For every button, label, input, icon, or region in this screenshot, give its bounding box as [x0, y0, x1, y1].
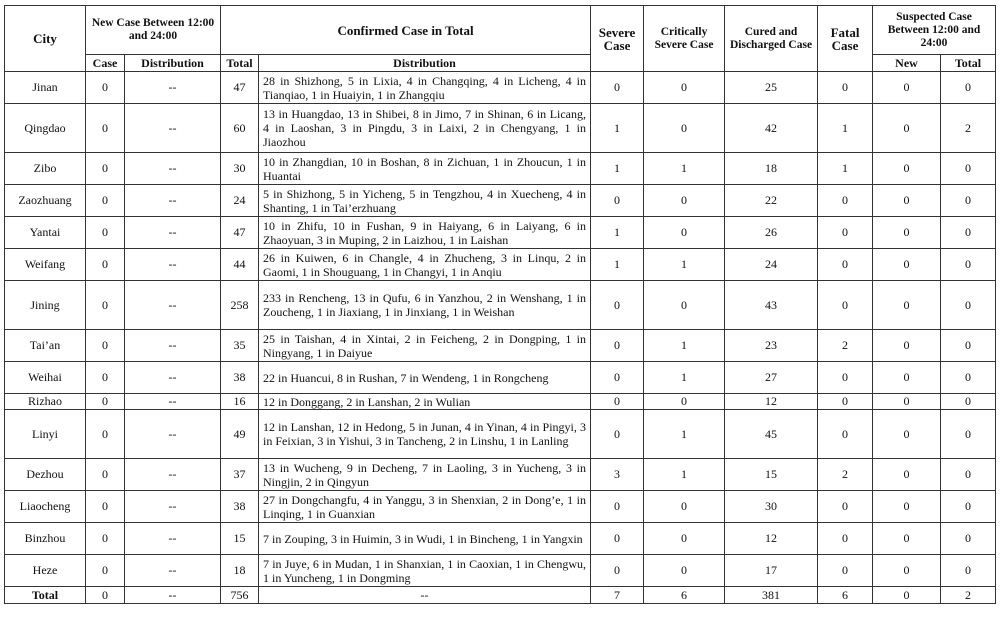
- distribution-cell: 10 in Zhangdian, 10 in Boshan, 8 in Zichuan, 1 in Zhoucun, 1 in Huantai: [259, 153, 591, 185]
- critical-cell: 0: [644, 185, 725, 217]
- suspected-new-cell: 0: [873, 555, 941, 587]
- suspected-total-cell: 0: [941, 217, 996, 249]
- critical-cell: 0: [644, 555, 725, 587]
- distribution-cell: 12 in Lanshan, 12 in Hedong, 5 in Junan, 4 in Yinan, 4 in Pingyi, 3 in Feixian, 3 in Yishui, 3 in Tancheng, 2 in Linshu, 1 in Lanling: [259, 410, 591, 459]
- city-cell: Linyi: [5, 410, 86, 459]
- suspected-total-cell: 0: [941, 362, 996, 394]
- distribution-cell: 233 in Rencheng, 13 in Qufu, 6 in Yanzhou, 2 in Wenshang, 1 in Zoucheng, 1 in Jiaxiang, 1 in Jinxiang, 1 in Weishan: [259, 281, 591, 330]
- severe-cell: 0: [591, 555, 644, 587]
- total-new-case-cell: 0: [86, 587, 125, 604]
- cured-cell: 23: [725, 330, 818, 362]
- total-cell: 37: [221, 459, 259, 491]
- fatal-cell: 2: [818, 459, 873, 491]
- suspected-total-cell: 0: [941, 555, 996, 587]
- total-row: [5, 587, 996, 604]
- table-row: [5, 330, 996, 362]
- new-distribution-cell: --: [125, 281, 221, 330]
- total-cell: 49: [221, 410, 259, 459]
- severe-cell: 1: [591, 104, 644, 153]
- new-distribution-cell: --: [125, 491, 221, 523]
- table-row: [5, 394, 996, 410]
- total-new-distribution-cell: --: [125, 587, 221, 604]
- header-confirmed-group: Confirmed Case in Total: [221, 6, 591, 55]
- new-distribution-cell: --: [125, 185, 221, 217]
- covid-case-table: [4, 5, 996, 604]
- fatal-cell: 0: [818, 555, 873, 587]
- total-distribution-cell: --: [259, 587, 591, 604]
- table-row: [5, 153, 996, 185]
- cured-cell: 12: [725, 394, 818, 410]
- table-row: [5, 362, 996, 394]
- city-cell: Jining: [5, 281, 86, 330]
- suspected-total-cell: 0: [941, 394, 996, 410]
- table-row: [5, 410, 996, 459]
- distribution-cell: 27 in Dongchangfu, 4 in Yanggu, 3 in Shenxian, 2 in Dong’e, 1 in Linqing, 1 in Guanxian: [259, 491, 591, 523]
- severe-cell: 0: [591, 394, 644, 410]
- critical-cell: 0: [644, 281, 725, 330]
- severe-cell: 0: [591, 523, 644, 555]
- critical-cell: 1: [644, 459, 725, 491]
- fatal-cell: 1: [818, 153, 873, 185]
- total-cell: 15: [221, 523, 259, 555]
- city-cell: Yantai: [5, 217, 86, 249]
- header-city: City: [5, 6, 86, 72]
- suspected-new-cell: 0: [873, 523, 941, 555]
- fatal-cell: 0: [818, 362, 873, 394]
- new-case-cell: 0: [86, 491, 125, 523]
- cured-cell: 22: [725, 185, 818, 217]
- distribution-cell: 25 in Taishan, 4 in Xintai, 2 in Feicheng, 2 in Dongping, 1 in Ningyang, 1 in Daiyue: [259, 330, 591, 362]
- critical-cell: 0: [644, 394, 725, 410]
- suspected-total-cell: 0: [941, 459, 996, 491]
- new-distribution-cell: --: [125, 217, 221, 249]
- suspected-new-cell: 0: [873, 104, 941, 153]
- critical-cell: 0: [644, 217, 725, 249]
- new-distribution-cell: --: [125, 394, 221, 410]
- suspected-total-cell: 0: [941, 281, 996, 330]
- new-distribution-cell: --: [125, 330, 221, 362]
- city-cell: Zaozhuang: [5, 185, 86, 217]
- cured-cell: 30: [725, 491, 818, 523]
- new-case-cell: 0: [86, 330, 125, 362]
- table-row: [5, 72, 996, 104]
- new-distribution-cell: --: [125, 523, 221, 555]
- new-case-cell: 0: [86, 281, 125, 330]
- suspected-total-cell: 0: [941, 523, 996, 555]
- header-new-case-group: New Case Between 12:00 and 24:00: [86, 6, 221, 55]
- total-cell: 16: [221, 394, 259, 410]
- total-cell: 30: [221, 153, 259, 185]
- city-cell: Binzhou: [5, 523, 86, 555]
- cured-cell: 12: [725, 523, 818, 555]
- suspected-new-cell: 0: [873, 249, 941, 281]
- total-cell: 35: [221, 330, 259, 362]
- table-row: [5, 491, 996, 523]
- fatal-cell: 0: [818, 491, 873, 523]
- new-case-cell: 0: [86, 153, 125, 185]
- suspected-new-cell: 0: [873, 217, 941, 249]
- total-cell: 47: [221, 217, 259, 249]
- total-cell: 38: [221, 491, 259, 523]
- total-confirmed-cell: 756: [221, 587, 259, 604]
- suspected-total-cell: 0: [941, 153, 996, 185]
- city-cell: Dezhou: [5, 459, 86, 491]
- critical-cell: 1: [644, 249, 725, 281]
- severe-cell: 3: [591, 459, 644, 491]
- cured-cell: 27: [725, 362, 818, 394]
- table-row: [5, 104, 996, 153]
- total-suspected-new-cell: 0: [873, 587, 941, 604]
- city-cell: Zibo: [5, 153, 86, 185]
- suspected-new-cell: 0: [873, 281, 941, 330]
- distribution-cell: 5 in Shizhong, 5 in Yicheng, 5 in Tengzhou, 4 in Xuecheng, 4 in Shanting, 1 in Tai’erzhuang: [259, 185, 591, 217]
- severe-cell: 1: [591, 153, 644, 185]
- fatal-cell: 1: [818, 104, 873, 153]
- suspected-total-cell: 0: [941, 330, 996, 362]
- new-case-cell: 0: [86, 104, 125, 153]
- fatal-cell: 0: [818, 249, 873, 281]
- cured-cell: 18: [725, 153, 818, 185]
- severe-cell: 0: [591, 491, 644, 523]
- new-distribution-cell: --: [125, 72, 221, 104]
- header-sub-new: New: [873, 55, 941, 72]
- total-cell: 38: [221, 362, 259, 394]
- total-label-cell: Total: [5, 587, 86, 604]
- suspected-total-cell: 2: [941, 104, 996, 153]
- cured-cell: 45: [725, 410, 818, 459]
- suspected-new-cell: 0: [873, 330, 941, 362]
- total-suspected-total-cell: 2: [941, 587, 996, 604]
- suspected-new-cell: 0: [873, 491, 941, 523]
- distribution-cell: 22 in Huancui, 8 in Rushan, 7 in Wendeng, 1 in Rongcheng: [259, 362, 591, 394]
- table-row: [5, 459, 996, 491]
- distribution-cell: 13 in Wucheng, 9 in Decheng, 7 in Laoling, 3 in Yucheng, 3 in Ningjin, 2 in Qingyun: [259, 459, 591, 491]
- new-distribution-cell: --: [125, 104, 221, 153]
- severe-cell: 0: [591, 362, 644, 394]
- table-row: [5, 185, 996, 217]
- suspected-total-cell: 0: [941, 72, 996, 104]
- distribution-cell: 13 in Huangdao, 13 in Shibei, 8 in Jimo, 7 in Shinan, 6 in Licang, 4 in Laoshan, 3 in Pingdu, 3 in Laixi, 2 in Chengyang, 1 in Jiaozhou: [259, 104, 591, 153]
- distribution-cell: 26 in Kuiwen, 6 in Changle, 4 in Zhucheng, 3 in Linqu, 2 in Gaomi, 1 in Shouguang, 1 in Changyi, 1 in Anqiu: [259, 249, 591, 281]
- city-cell: Liaocheng: [5, 491, 86, 523]
- fatal-cell: 0: [818, 410, 873, 459]
- distribution-cell: 10 in Zhifu, 10 in Fushan, 9 in Haiyang, 6 in Laiyang, 6 in Zhaoyuan, 3 in Muping, 2 in Laizhou, 1 in Laishan: [259, 217, 591, 249]
- critical-cell: 0: [644, 491, 725, 523]
- total-cured-cell: 381: [725, 587, 818, 604]
- fatal-cell: 0: [818, 185, 873, 217]
- city-cell: Jinan: [5, 72, 86, 104]
- suspected-new-cell: 0: [873, 185, 941, 217]
- distribution-cell: 28 in Shizhong, 5 in Lixia, 4 in Changqing, 4 in Licheng, 4 in Tianqiao, 1 in Huaiyin, 1 in Zhangqiu: [259, 72, 591, 104]
- city-cell: Qingdao: [5, 104, 86, 153]
- severe-cell: 0: [591, 330, 644, 362]
- cured-cell: 43: [725, 281, 818, 330]
- distribution-cell: 7 in Zouping, 3 in Huimin, 3 in Wudi, 1 in Bincheng, 1 in Yangxin: [259, 523, 591, 555]
- total-cell: 24: [221, 185, 259, 217]
- distribution-cell: 12 in Donggang, 2 in Lanshan, 2 in Wulian: [259, 394, 591, 410]
- total-severe-cell: 7: [591, 587, 644, 604]
- fatal-cell: 2: [818, 330, 873, 362]
- header-sub-suspected-total: Total: [941, 55, 996, 72]
- total-cell: 60: [221, 104, 259, 153]
- total-critical-cell: 6: [644, 587, 725, 604]
- total-cell: 258: [221, 281, 259, 330]
- severe-cell: 0: [591, 281, 644, 330]
- new-distribution-cell: --: [125, 153, 221, 185]
- critical-cell: 0: [644, 523, 725, 555]
- new-case-cell: 0: [86, 394, 125, 410]
- city-cell: Rizhao: [5, 394, 86, 410]
- suspected-total-cell: 0: [941, 491, 996, 523]
- new-distribution-cell: --: [125, 362, 221, 394]
- fatal-cell: 0: [818, 217, 873, 249]
- header-sub-confirmed-distribution: Distribution: [259, 55, 591, 72]
- header-sub-case: Case: [86, 55, 125, 72]
- table-row: [5, 281, 996, 330]
- severe-cell: 1: [591, 249, 644, 281]
- header-suspected-group: Suspected Case Between 12:00 and 24:00: [873, 6, 996, 55]
- header-sub-total: Total: [221, 55, 259, 72]
- header-severe: Severe Case: [591, 6, 644, 72]
- severe-cell: 0: [591, 72, 644, 104]
- header-fatal: Fatal Case: [818, 6, 873, 72]
- suspected-total-cell: 0: [941, 410, 996, 459]
- new-case-cell: 0: [86, 523, 125, 555]
- distribution-cell: 7 in Juye, 6 in Mudan, 1 in Shanxian, 1 in Caoxian, 1 in Chengwu, 1 in Yuncheng, 1 in Dongming: [259, 555, 591, 587]
- suspected-new-cell: 0: [873, 459, 941, 491]
- cured-cell: 26: [725, 217, 818, 249]
- city-cell: Tai’an: [5, 330, 86, 362]
- new-case-cell: 0: [86, 185, 125, 217]
- new-case-cell: 0: [86, 72, 125, 104]
- new-case-cell: 0: [86, 459, 125, 491]
- suspected-total-cell: 0: [941, 249, 996, 281]
- city-cell: Weifang: [5, 249, 86, 281]
- cured-cell: 24: [725, 249, 818, 281]
- new-case-cell: 0: [86, 362, 125, 394]
- suspected-new-cell: 0: [873, 410, 941, 459]
- severe-cell: 0: [591, 185, 644, 217]
- new-case-cell: 0: [86, 555, 125, 587]
- severe-cell: 1: [591, 217, 644, 249]
- city-cell: Heze: [5, 555, 86, 587]
- cured-cell: 42: [725, 104, 818, 153]
- new-distribution-cell: --: [125, 555, 221, 587]
- table-row: [5, 249, 996, 281]
- new-case-cell: 0: [86, 410, 125, 459]
- suspected-new-cell: 0: [873, 362, 941, 394]
- severe-cell: 0: [591, 410, 644, 459]
- header-cured: Cured and Discharged Case: [725, 6, 818, 72]
- new-distribution-cell: --: [125, 459, 221, 491]
- cured-cell: 17: [725, 555, 818, 587]
- fatal-cell: 0: [818, 523, 873, 555]
- total-cell: 47: [221, 72, 259, 104]
- cured-cell: 15: [725, 459, 818, 491]
- critical-cell: 0: [644, 72, 725, 104]
- table-row: [5, 217, 996, 249]
- fatal-cell: 0: [818, 72, 873, 104]
- suspected-total-cell: 0: [941, 185, 996, 217]
- total-fatal-cell: 6: [818, 587, 873, 604]
- city-cell: Weihai: [5, 362, 86, 394]
- new-case-cell: 0: [86, 249, 125, 281]
- new-distribution-cell: --: [125, 410, 221, 459]
- suspected-new-cell: 0: [873, 153, 941, 185]
- new-distribution-cell: --: [125, 249, 221, 281]
- critical-cell: 1: [644, 330, 725, 362]
- table-container: [4, 5, 996, 604]
- new-case-cell: 0: [86, 217, 125, 249]
- table-row: [5, 523, 996, 555]
- fatal-cell: 0: [818, 281, 873, 330]
- critical-cell: 1: [644, 153, 725, 185]
- critical-cell: 1: [644, 410, 725, 459]
- table-row: [5, 555, 996, 587]
- header-sub-distribution: Distribution: [125, 55, 221, 72]
- total-cell: 18: [221, 555, 259, 587]
- cured-cell: 25: [725, 72, 818, 104]
- fatal-cell: 0: [818, 394, 873, 410]
- critical-cell: 0: [644, 104, 725, 153]
- critical-cell: 1: [644, 362, 725, 394]
- total-cell: 44: [221, 249, 259, 281]
- header-critical: Critically Severe Case: [644, 6, 725, 72]
- suspected-new-cell: 0: [873, 72, 941, 104]
- suspected-new-cell: 0: [873, 394, 941, 410]
